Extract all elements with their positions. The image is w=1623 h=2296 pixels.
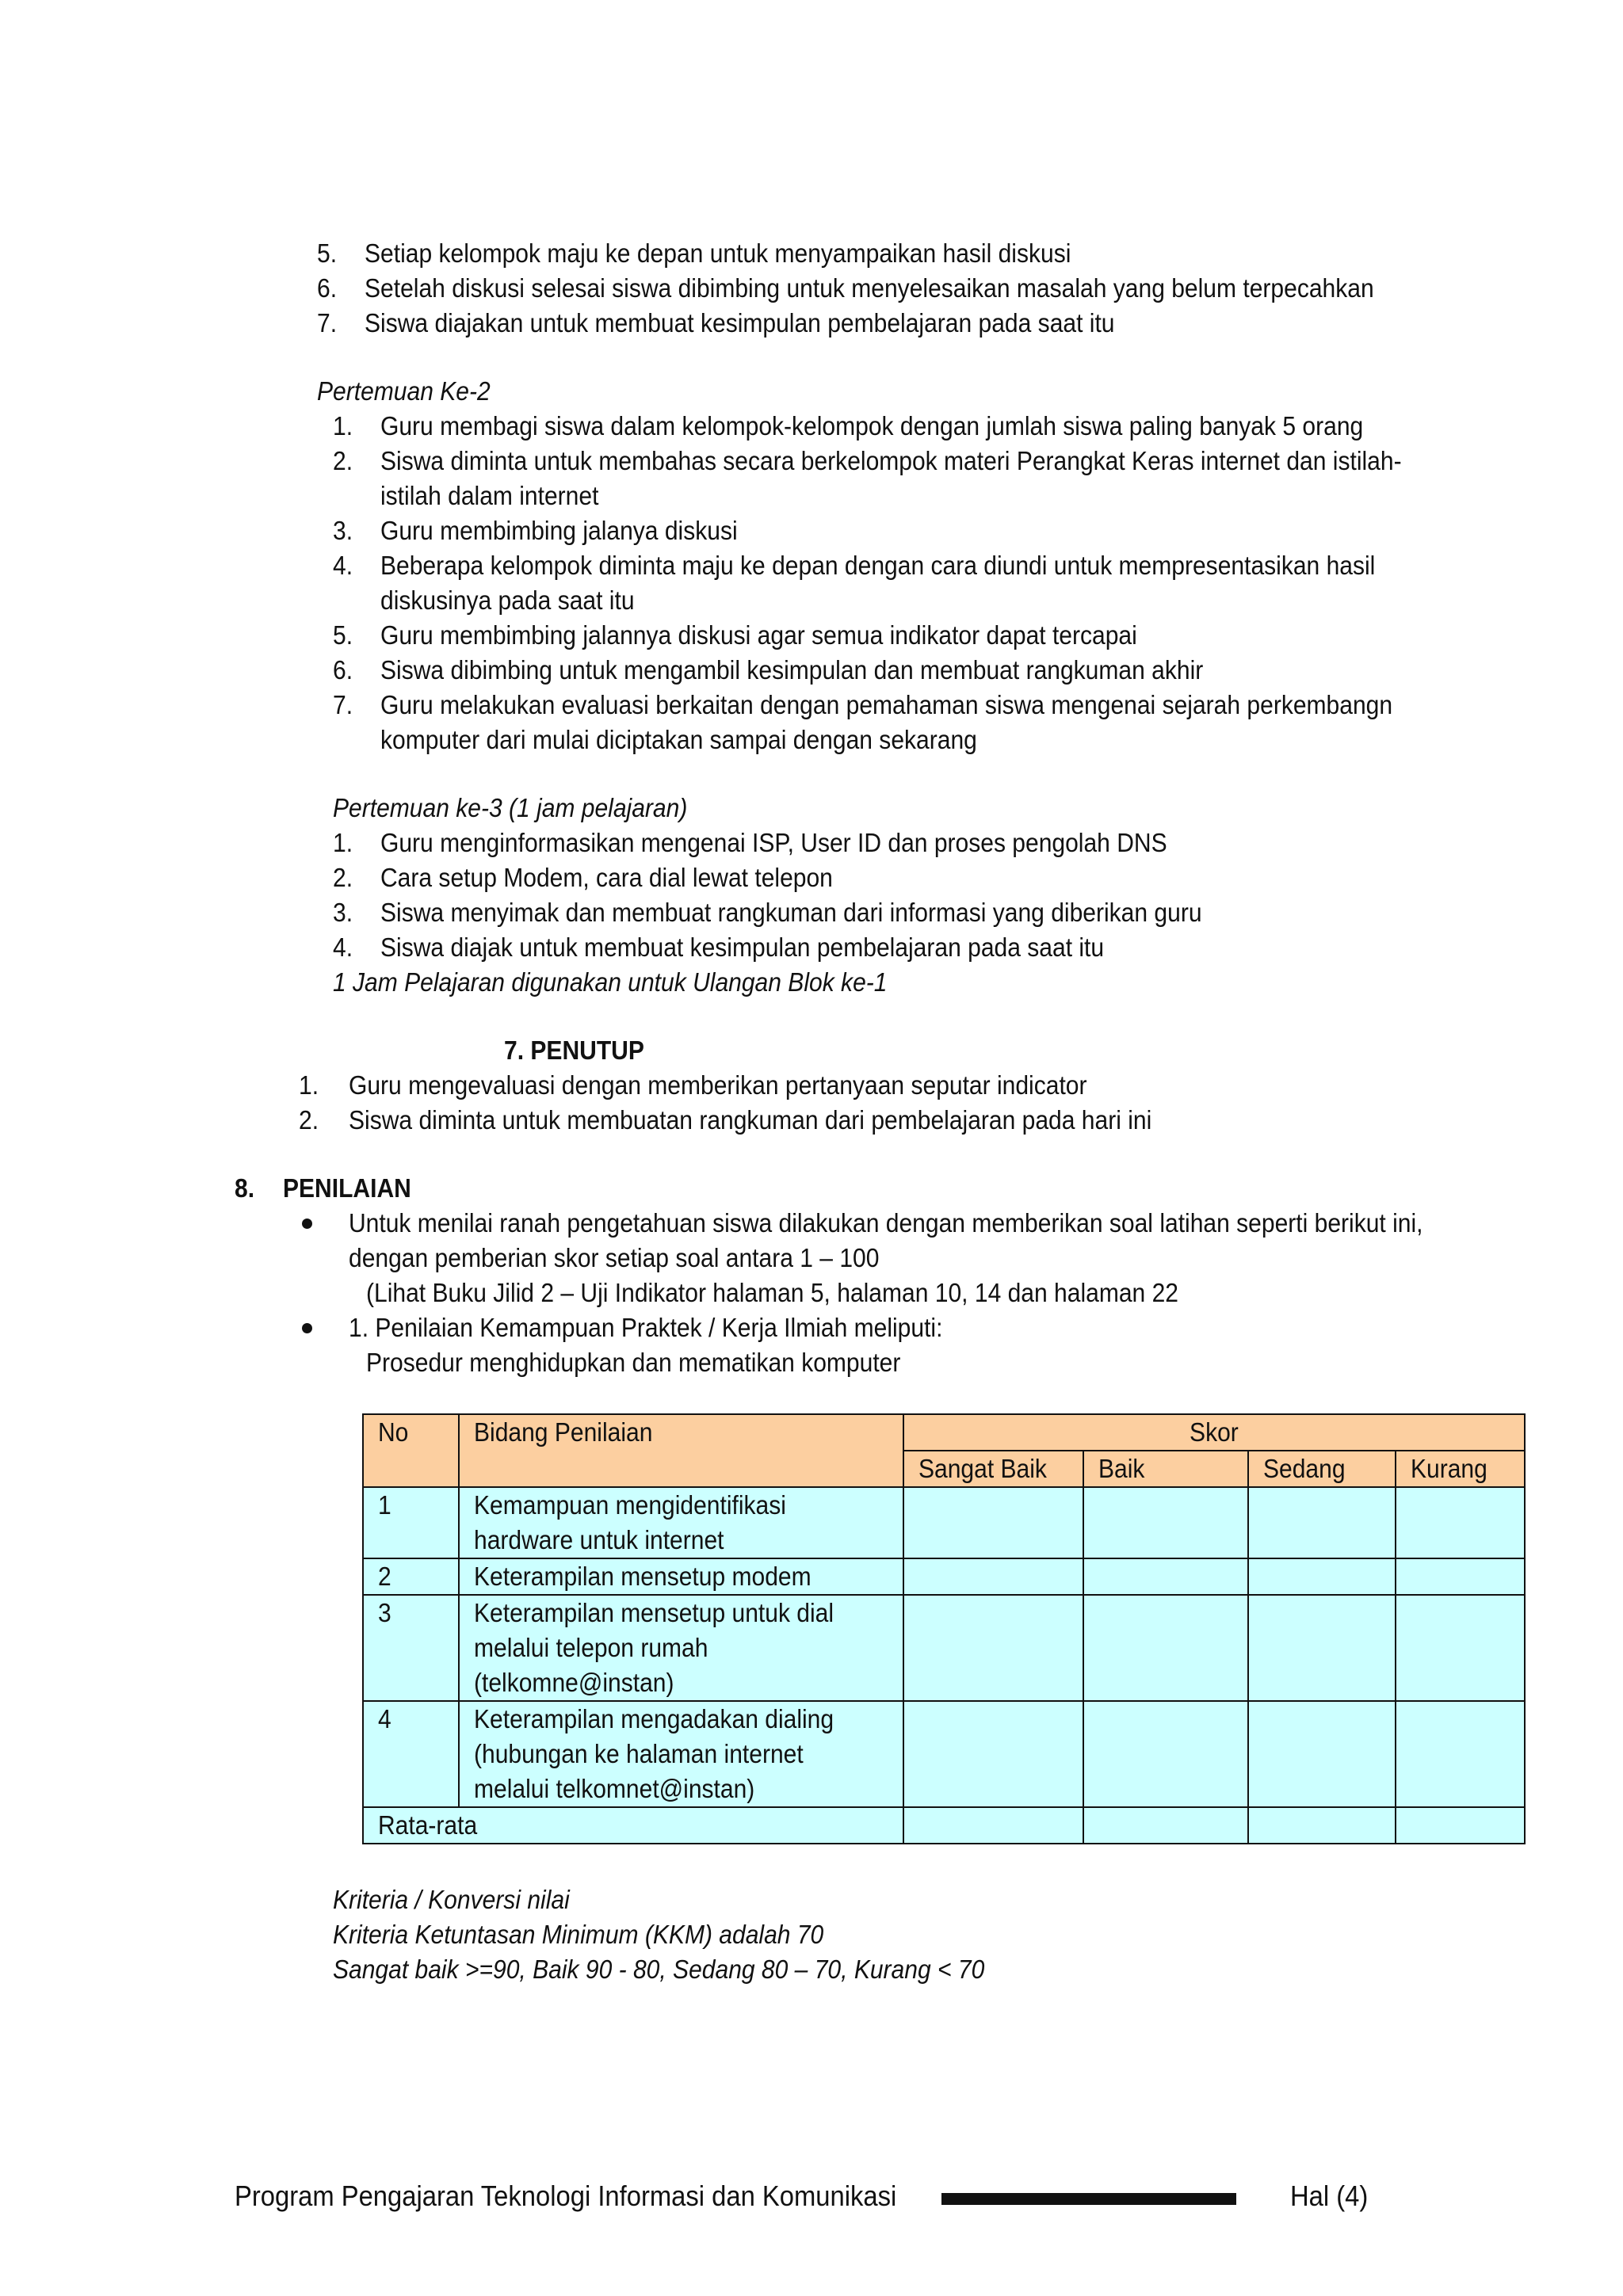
assessment-number: 8. — [235, 1173, 255, 1203]
score-cell — [903, 1595, 1083, 1701]
assessment-heading: PENILAIAN — [283, 1173, 411, 1203]
list-item: Siswa diajakan untuk membuat kesimpulan pembelajaran pada saat itu — [365, 308, 1115, 338]
list-number: 3. — [333, 516, 353, 545]
list-item: Setelah diskusi selesai siswa dibimbing untuk menyelesaikan masalah yang belum terpecahkan — [365, 273, 1374, 303]
list-item: Siswa diajak untuk membuat kesimpulan pembelajaran pada saat itu — [380, 933, 1105, 962]
header-kurang: Kurang — [1396, 1451, 1525, 1487]
assessment-table — [362, 1413, 1526, 1844]
bullet-icon — [302, 1219, 312, 1229]
score-cell — [1248, 1558, 1396, 1595]
header-skor: Skor — [903, 1414, 1525, 1451]
score-cell — [1248, 1487, 1396, 1558]
list-item: Guru membimbing jalannya diskusi agar semua indikator dapat tercapai — [380, 620, 1137, 650]
criteria-line: Kriteria Ketuntasan Minimum (KKM) adalah 70 — [333, 1920, 824, 1949]
score-cell — [1396, 1701, 1525, 1807]
list-number: 7. — [333, 690, 353, 719]
average-label: Rata-rata — [363, 1807, 903, 1844]
criteria-line: Sangat baik >=90, Baik 90 - 80, Sedang 80 – 70, Kurang < 70 — [333, 1955, 985, 1984]
row-no: 4 — [363, 1701, 459, 1807]
row-criterion: Keterampilan mensetup modem — [459, 1558, 903, 1595]
score-cell — [903, 1701, 1083, 1807]
bullet-text: (Lihat Buku Jilid 2 – Uji Indikator halaman 5, halaman 10, 14 dan halaman 22 — [366, 1278, 1179, 1307]
score-cell — [1396, 1807, 1525, 1844]
score-cell — [1083, 1701, 1248, 1807]
row-criterion: Keterampilan mengadakan dialing (hubungan ke halaman internet melalui telkomnet@instan) — [459, 1701, 903, 1807]
header-no: No — [363, 1414, 459, 1487]
score-cell — [1396, 1595, 1525, 1701]
header-sangat-baik: Sangat Baik — [903, 1451, 1083, 1487]
list-item: Guru membimbing jalanya diskusi — [380, 516, 738, 545]
meeting-3-heading: Pertemuan ke-3 (1 jam pelajaran) — [333, 793, 688, 822]
row-no: 2 — [363, 1558, 459, 1595]
score-cell — [1396, 1558, 1525, 1595]
list-item: Beberapa kelompok diminta maju ke depan dengan cara diundi untuk mempresentasikan hasil — [380, 551, 1376, 580]
list-item-continuation: komputer dari mulai diciptakan sampai dengan sekarang — [380, 725, 977, 754]
list-item: Guru membagi siswa dalam kelompok-kelompok dengan jumlah siswa paling banyak 5 orang — [380, 411, 1364, 441]
closing-heading: 7. PENUTUP — [504, 1035, 644, 1065]
page-number: Hal (4) — [1290, 2180, 1369, 2212]
meeting-3-note: 1 Jam Pelajaran digunakan untuk Ulangan Blok ke-1 — [333, 967, 888, 997]
score-cell — [1396, 1487, 1525, 1558]
list-item: Guru menginformasikan mengenai ISP, User ID dan proses pengolah DNS — [380, 828, 1167, 857]
bullet-text: dengan pemberian skor setiap soal antara 1 – 100 — [349, 1243, 880, 1272]
bullet-icon — [302, 1323, 312, 1333]
table-row — [363, 1558, 1525, 1595]
table-average-row — [363, 1807, 1525, 1844]
score-cell — [1248, 1701, 1396, 1807]
list-number: 2. — [333, 446, 353, 475]
header-sedang: Sedang — [1248, 1451, 1396, 1487]
bullet-text: Prosedur menghidupkan dan mematikan komputer — [366, 1348, 901, 1377]
list-number: 4. — [333, 933, 353, 962]
bullet-text: Untuk menilai ranah pengetahuan siswa dilakukan dengan memberikan soal latihan seperti berikut ini, — [349, 1208, 1423, 1238]
header-baik: Baik — [1083, 1451, 1248, 1487]
score-cell — [1083, 1558, 1248, 1595]
score-cell — [903, 1487, 1083, 1558]
score-cell — [903, 1807, 1083, 1844]
criteria-line: Kriteria / Konversi nilai — [333, 1885, 570, 1914]
row-no: 1 — [363, 1487, 459, 1558]
list-number: 3. — [333, 898, 353, 927]
list-item: Guru melakukan evaluasi berkaitan dengan pemahaman siswa mengenai sejarah perkembangn — [380, 690, 1393, 719]
list-number: 6. — [333, 655, 353, 685]
score-cell — [1083, 1487, 1248, 1558]
list-item-continuation: diskusinya pada saat itu — [380, 585, 635, 615]
row-no: 3 — [363, 1595, 459, 1701]
table-row — [363, 1487, 1525, 1558]
list-number: 7. — [317, 308, 338, 338]
list-item-continuation: istilah dalam internet — [380, 481, 599, 510]
list-item: Guru mengevaluasi dengan memberikan pertanyaan seputar indicator — [349, 1070, 1087, 1100]
score-cell — [1248, 1595, 1396, 1701]
list-number: 6. — [317, 273, 338, 303]
list-number: 5. — [317, 238, 338, 268]
score-cell — [1083, 1807, 1248, 1844]
footer-divider — [941, 2193, 1236, 2205]
list-number: 1. — [333, 828, 353, 857]
list-item: Cara setup Modem, cara dial lewat telepon — [380, 863, 833, 892]
bullet-text: 1. Penilaian Kemampuan Praktek / Kerja Ilmiah meliputi: — [349, 1313, 943, 1342]
list-number: 4. — [333, 551, 353, 580]
table-row — [363, 1701, 1525, 1807]
list-number: 2. — [333, 863, 353, 892]
meeting-2-heading: Pertemuan Ke-2 — [317, 376, 491, 406]
list-number: 1. — [333, 411, 353, 441]
list-item: Siswa dibimbing untuk mengambil kesimpulan dan membuat rangkuman akhir — [380, 655, 1204, 685]
header-bidang: Bidang Penilaian — [459, 1414, 903, 1487]
score-cell — [903, 1558, 1083, 1595]
list-number: 2. — [299, 1105, 319, 1135]
list-number: 1. — [299, 1070, 319, 1100]
score-cell — [1083, 1595, 1248, 1701]
score-cell — [1248, 1807, 1396, 1844]
row-criterion: Kemampuan mengidentifikasi hardware untuk internet — [459, 1487, 903, 1558]
list-item: Siswa diminta untuk membahas secara berkelompok materi Perangkat Keras internet dan istilah- — [380, 446, 1402, 475]
footer-title: Program Pengajaran Teknologi Informasi dan Komunikasi — [235, 2180, 897, 2212]
list-item: Siswa menyimak dan membuat rangkuman dari informasi yang diberikan guru — [380, 898, 1202, 927]
row-criterion: Keterampilan mensetup untuk dial melalui telepon rumah (telkomne@instan) — [459, 1595, 903, 1701]
table-header-row — [363, 1414, 1525, 1451]
list-item: Setiap kelompok maju ke depan untuk menyampaikan hasil diskusi — [365, 238, 1071, 268]
table-row — [363, 1595, 1525, 1701]
list-number: 5. — [333, 620, 353, 650]
list-item: Siswa diminta untuk membuatan rangkuman dari pembelajaran pada hari ini — [349, 1105, 1152, 1135]
